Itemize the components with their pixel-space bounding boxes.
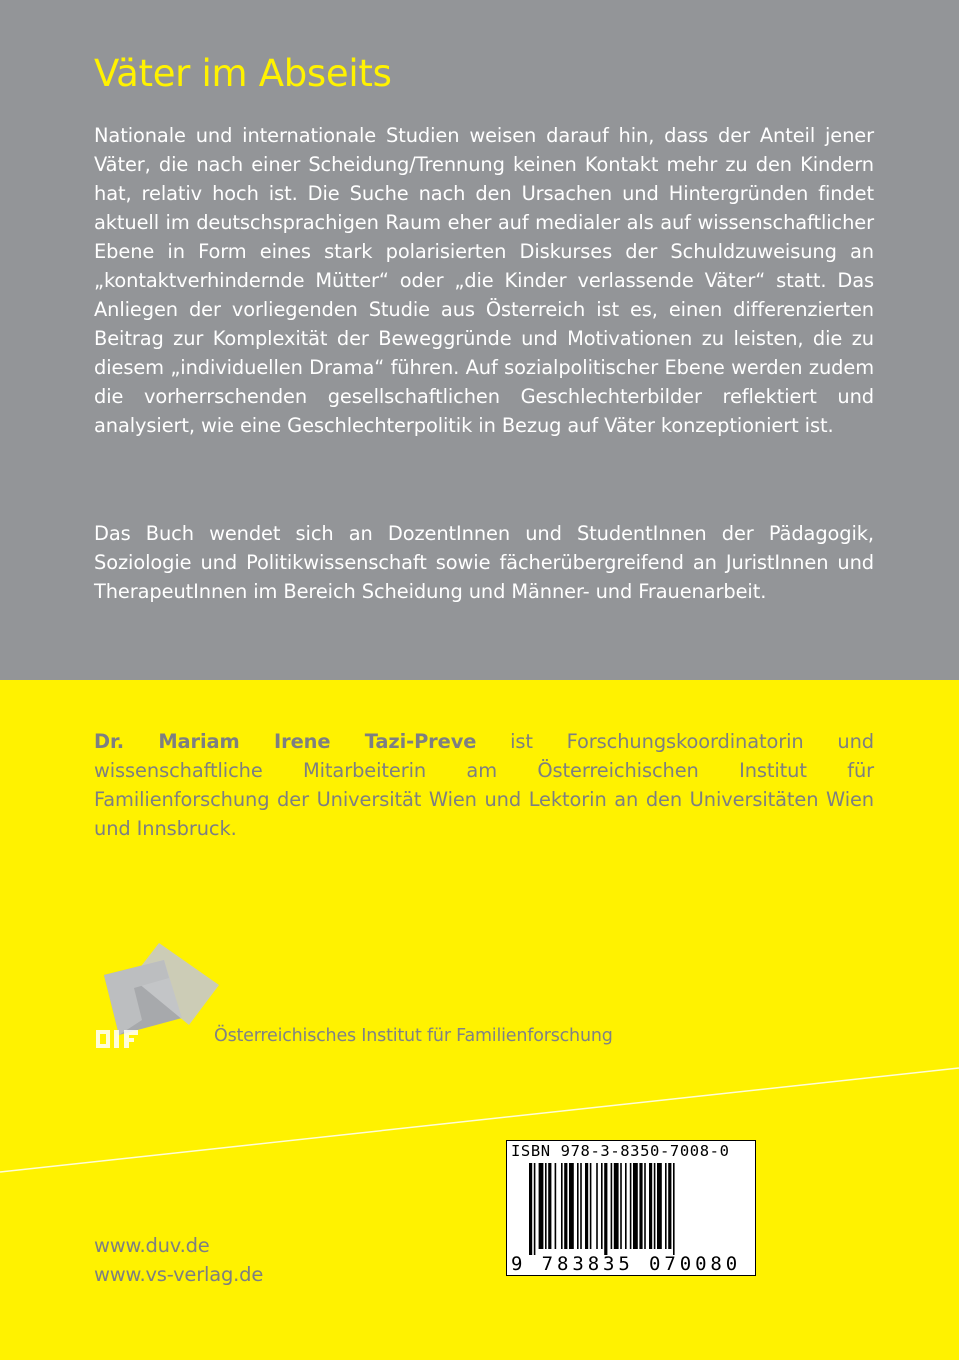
barcode-bar — [665, 1163, 667, 1249]
isbn-number: ISBN 978-3-8350-7008-0 — [511, 1142, 730, 1160]
barcode-digits: 9 783835 070080 — [511, 1253, 742, 1275]
barcode-bar — [534, 1163, 536, 1255]
barcode-bar — [657, 1163, 662, 1249]
diagonal-divider-line — [0, 1060, 959, 1180]
barcode-bar — [555, 1163, 557, 1249]
barcode-bars-icon — [529, 1163, 735, 1255]
barcode-bar — [630, 1163, 632, 1249]
barcode-bar — [545, 1163, 547, 1249]
barcode-bar — [596, 1163, 598, 1249]
oif-logo-icon — [94, 940, 224, 1050]
barcode-bar — [585, 1163, 588, 1249]
author-bio-text: ist Forschungskoordinatorin und wissenschaftliche Mitarbeiterin am Österreichischen Institut für Familienforschung der Universität Wien und Lektorin an den Universitäten Wien und Innsbruck. — [94, 730, 874, 840]
author-name: Dr. Mariam Irene Tazi-Preve — [94, 730, 477, 753]
blurb-paragraph-2: Das Buch wendet sich an DozentInnen und StudentInnen der Pädagogik, Soziologie und Politikwissenschaft sowie fächerübergreifend an JuristInnen und TherapeutInnen im Bereich Scheidung und Männer- und Frauenarbeit. — [94, 522, 874, 603]
barcode-bar — [625, 1163, 627, 1249]
barcode-bar — [561, 1163, 563, 1249]
barcode-bar — [604, 1163, 607, 1255]
barcode-bar — [614, 1163, 619, 1249]
barcode-bar — [611, 1163, 613, 1249]
barcode-bar — [649, 1163, 652, 1249]
barcode-bar — [644, 1163, 646, 1249]
institute-name: Österreichisches Institut für Familienforschung — [214, 1026, 613, 1046]
barcode-bar — [633, 1163, 638, 1249]
barcode-bar — [639, 1163, 642, 1249]
barcode-bar — [548, 1163, 551, 1249]
barcode-bar — [539, 1163, 544, 1249]
barcode-bar — [673, 1163, 675, 1255]
barcode-bar — [654, 1163, 656, 1249]
barcode-bar — [569, 1163, 574, 1249]
barcode-bar — [529, 1163, 532, 1255]
barcode-bar — [620, 1163, 622, 1249]
blurb-paragraph-1: Nationale und internationale Studien weisen darauf hin, dass der Anteil jener Väter, die nach einer Scheidung/Trennung keinen Kontakt mehr zu den Kindern hat, relativ hoch ist. Die Suche nach den Ursachen und Hintergründen findet aktuell im deutschsprachigen Raum eher auf medialer als auf wissenschaftlicher Ebene in Form eines stark polarisierten Diskurses der Schuldzuweisung an „kontaktverhindernde Mütter“ oder „die Kinder verlassende Väter“ statt. Das Anliegen der vorliegenden Studie aus Österreich ist es, einen differenzierten Beitrag zur Komplexität der Beweggründe und Motivationen zu leisten, die zu diesem „individuellen Drama“ führen. Auf sozialpolitischer Ebene werden zudem die vorherrschenden gesellschaftlichen Geschlechterbilder reflektiert und analysiert, wie eine Geschlechterpolitik in Bezug auf Väter konzeptioniert ist. — [94, 124, 874, 437]
book-title: Väter im Abseits — [94, 52, 392, 95]
barcode-bar — [668, 1163, 671, 1249]
barcode-bar — [577, 1163, 579, 1249]
barcode-bar — [601, 1163, 603, 1249]
isbn-barcode — [506, 1140, 756, 1276]
author-bio — [94, 727, 874, 843]
website-duv[interactable]: www.duv.de — [94, 1234, 210, 1257]
website-vs-verlag[interactable]: www.vs-verlag.de — [94, 1263, 264, 1286]
barcode-bar — [564, 1163, 567, 1249]
barcode-bar — [580, 1163, 582, 1249]
barcode-bar — [590, 1163, 592, 1249]
